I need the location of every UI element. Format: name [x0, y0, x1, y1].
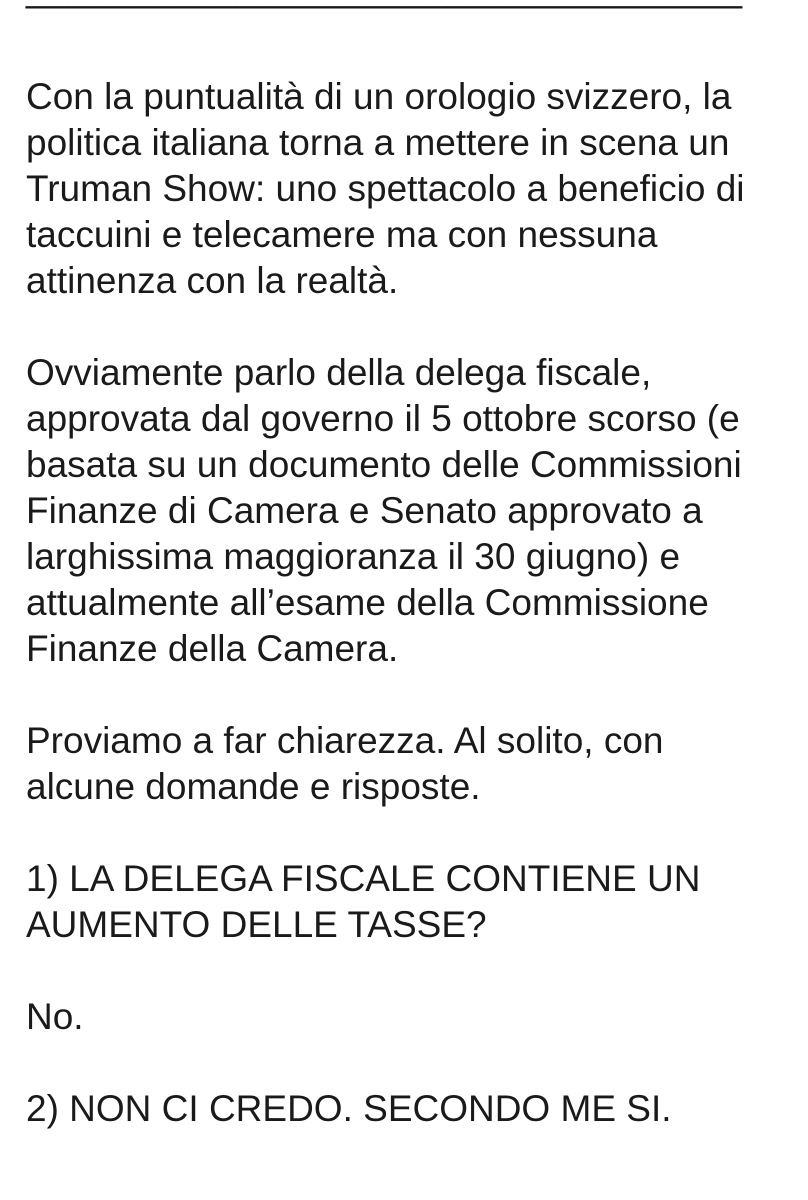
text-line: attinenza con la realtà. [26, 260, 399, 301]
text-line: Ovviamente parlo della delega fiscale, [26, 352, 652, 393]
text-line: No. [26, 996, 84, 1037]
text-line: taccuini e telecamere ma con nessuna [26, 214, 658, 255]
text-line: Con la puntualità di un orologio svizzero, la [26, 76, 732, 117]
document-body [26, 74, 796, 1178]
text-line: approvata dal governo il 5 ottobre scorso (e [26, 398, 740, 439]
paragraph-delega [26, 350, 796, 672]
paragraph-chiarezza [26, 718, 796, 810]
question-2 [26, 1086, 796, 1132]
text-line: Finanze della Camera. [26, 628, 399, 669]
text-line: 1) LA DELEGA FISCALE CONTIENE UN [26, 858, 701, 899]
answer-1 [26, 994, 796, 1040]
paragraph-intro [26, 74, 796, 304]
text-line: Finanze di Camera e Senato approvato a [26, 490, 703, 531]
text-line: Proviamo a far chiarezza. Al solito, con [26, 720, 664, 761]
text-line: attualmente all’esame della Commissione [26, 582, 709, 623]
question-1 [26, 856, 796, 948]
section-divider [26, 0, 786, 12]
text-line: AUMENTO DELLE TASSE? [26, 904, 487, 945]
text-line: Truman Show: uno spettacolo a beneficio di [26, 168, 745, 209]
text-line: alcune domande e risposte. [26, 766, 481, 807]
text-line: larghissima maggioranza il 30 giugno) e [26, 536, 681, 577]
text-line: 2) NON CI CREDO. SECONDO ME SI. [26, 1088, 672, 1129]
text-line: politica italiana torna a mettere in scena un [26, 122, 730, 163]
text-line: basata su un documento delle Commissioni [26, 444, 742, 485]
